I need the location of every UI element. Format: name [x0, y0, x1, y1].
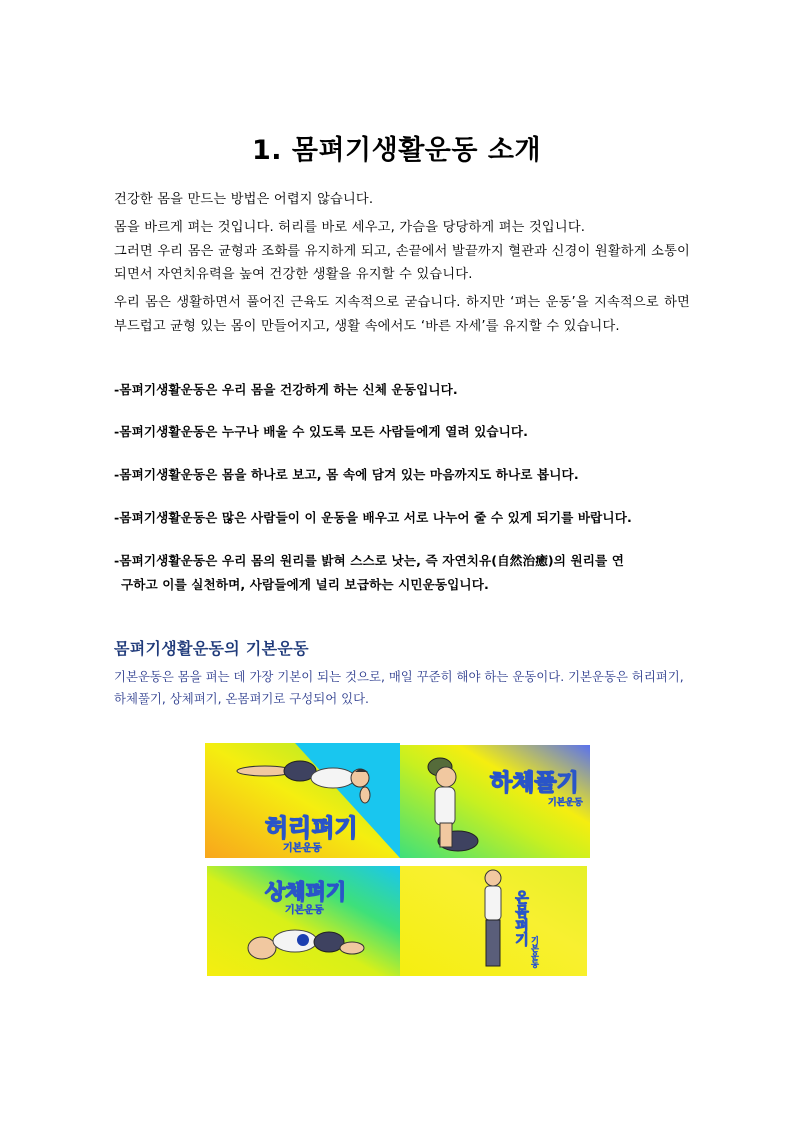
panel-onmompyeogi [400, 866, 587, 976]
panel-heoripyeogi-title: 허리펴기 [265, 814, 358, 842]
statement-1: -몸펴기생활운동은 우리 몸을 건강하게 하는 신체 운동입니다. [114, 382, 458, 397]
panel-sangchepyeogi-subtitle: 기본운동 [285, 905, 324, 916]
panel-hachepulgi-illustration [400, 745, 590, 858]
intro-paragraph-2 [114, 216, 690, 287]
intro-paragraph-1: 건강한 몸을 만드는 방법은 어렵지 않습니다. [114, 192, 374, 207]
panel-onmompyeogi-title: 온몸펴기 [513, 890, 529, 946]
statement-5-line-1: -몸펴기생활운동은 우리 몸의 원리를 밝혀 스스로 낫는, 즉 자연치유(自然治癒)의 원리를 연 [114, 553, 625, 568]
statement-4: -몸펴기생활운동은 많은 사람들이 이 운동을 배우고 서로 나누어 줄 수 있게 되기를 바랍니다. [114, 510, 632, 525]
section-body: 기본운동은 몸을 펴는 데 가장 기본이 되는 것으로, 매일 꾸준히 해야 하는 운동이다. 기본운동은 허리펴기, 하체풀기, 상체펴기, 온몸펴기로 구성되어 있다. [114, 669, 684, 706]
section-heading: 몸펴기생활운동의 기본운동 [114, 639, 309, 658]
panel-onmompyeogi-subtitle: 기본운동 [530, 936, 540, 968]
statement-5 [114, 549, 690, 597]
panel-onmompyeogi-illustration [400, 866, 587, 976]
intro-paragraph-3: 우리 몸은 생활하면서 풀어진 근육도 지속적으로 굳습니다. 하지만 ‘펴는 운동’을 지속적으로 하면 부드럽고 균형 있는 몸이 만들어지고, 생활 속에서도 ‘바른 자세’를 유지할 수 있습니다. [114, 295, 691, 334]
intro-paragraph-2-line-1: 몸을 바르게 펴는 것입니다. 허리를 바로 세우고, 가슴을 당당하게 펴는 것입니다. [114, 220, 586, 235]
panel-hachepulgi-title: 하체풀기 [490, 770, 579, 796]
panel-heoripyeogi-illustration [205, 743, 400, 858]
panel-hachepulgi [400, 745, 590, 858]
panel-sangchepyeogi [207, 866, 400, 976]
statement-3: -몸펴기생활운동은 몸을 하나로 보고, 몸 속에 담겨 있는 마음까지도 하나로 봅니다. [114, 467, 579, 482]
panel-sangchepyeogi-illustration [207, 866, 400, 976]
statement-5-line-2: 구하고 이를 실천하며, 사람들에게 널리 보급하는 시민운동입니다. [121, 577, 489, 592]
intro-paragraph-2-rest: 그러면 우리 몸은 균형과 조화를 유지하게 되고, 손끝에서 발끝까지 혈관과 신경이 원활하게 소통이 되면서 자연치유력을 높여 건강한 생활을 유지할 수 있습니다. [114, 243, 690, 282]
page-title: 1. 몸펴기생활운동 소개 [251, 135, 542, 166]
panel-hachepulgi-subtitle: 기본운동 [548, 798, 583, 808]
panel-heoripyeogi [205, 743, 400, 858]
panel-sangchepyeogi-title: 상체펴기 [265, 880, 347, 904]
statement-2: -몸펴기생활운동은 누구나 배울 수 있도록 모든 사람들에게 열려 있습니다. [114, 424, 529, 439]
panel-heoripyeogi-subtitle: 기본운동 [283, 843, 322, 854]
